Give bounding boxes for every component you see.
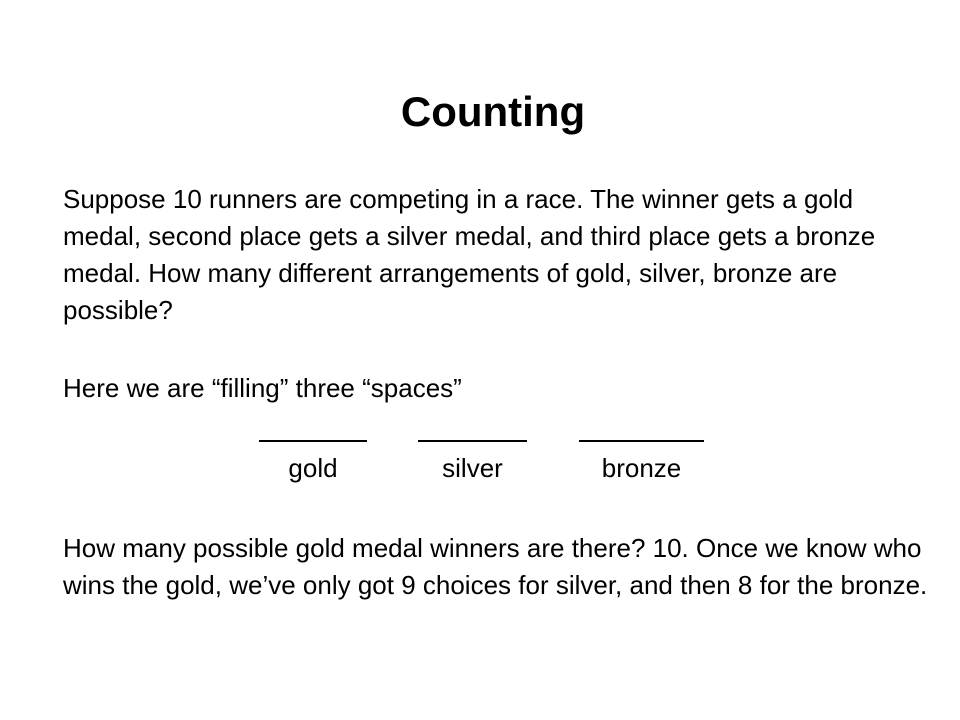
problem-paragraph: Suppose 10 runners are competing in a race. The winner gets a gold medal, second place gets a silver medal, and third place gets a bronze medal. How many different arrangements of gold, silver, bronze are possible? (63, 184, 876, 325)
answer-paragraph: How many possible gold medal winners are there? 10. Once we know who wins the gold, we’ve only got 9 choices for silver, and then 8 for the bronze. (63, 533, 928, 600)
bronze-label: bronze (601, 453, 682, 483)
silver-blank-line (418, 414, 527, 442)
gold-label: gold (288, 453, 338, 483)
slide-title: Counting (400, 88, 586, 135)
gold-blank-line (259, 414, 367, 442)
silver-label: silver (442, 453, 503, 483)
bronze-blank-line (579, 414, 704, 442)
filling-spaces-paragraph: Here we are “filling” three “spaces” (63, 373, 462, 403)
